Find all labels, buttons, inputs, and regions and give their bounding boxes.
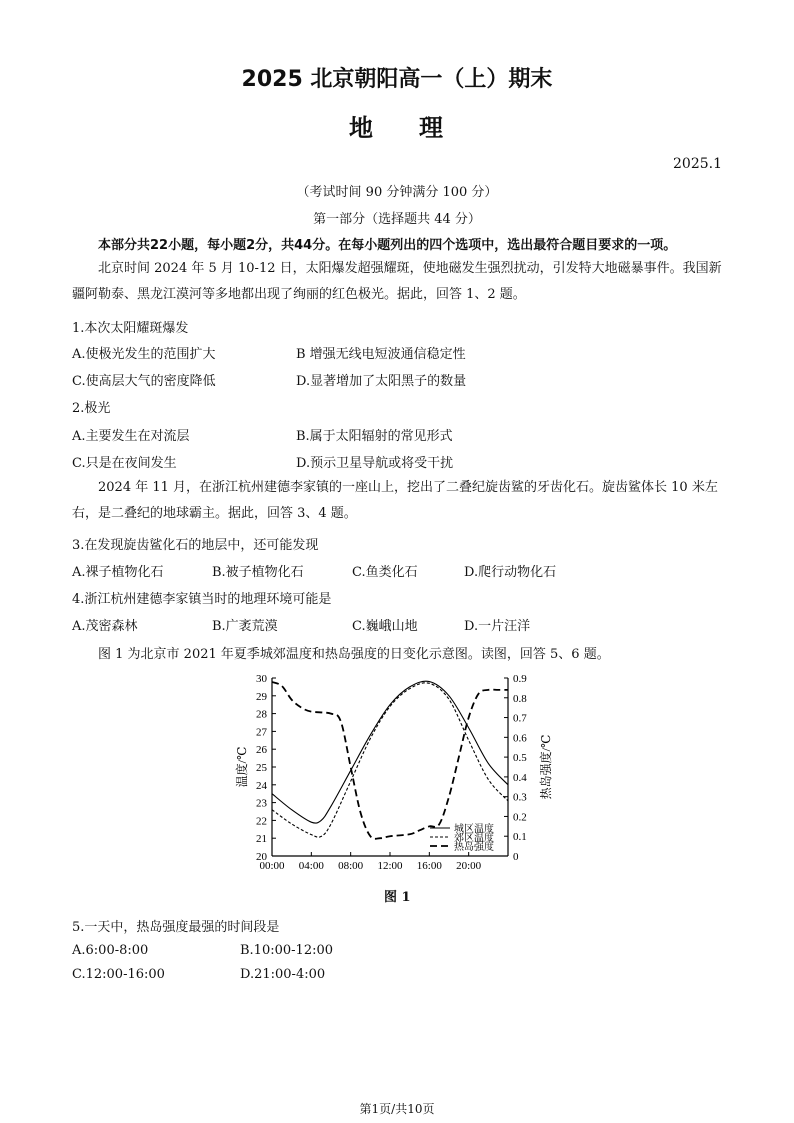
subject-title [0,108,794,143]
question-1-stem: 1.本次太阳耀斑爆发 [72,321,189,336]
x-tick-label: 12:00 [377,860,403,872]
passage-2: 2024 年 11 月，在浙江杭州建德李家镇的一座山上，挖出了二叠纪旋齿鲨的牙齿化石。旋齿鲨体长 10 米左右，是二叠纪的地球霸主。据此，回答 3、4 题。 [72,480,718,521]
passage-3: 图 1 为北京市 2021 年夏季城郊温度和热岛强度的日变化示意图。读图，回答 5、6 题。 [98,647,610,662]
y-left-tick-label: 26 [256,744,267,757]
figure-caption: 图 1 [384,890,411,905]
instruction: 本部分共22小题，每小题2分，共44分。在每小题列出的四个选项中，选出最符合题目要求的一项。 [98,238,677,253]
part-title: 第一部分（选择题共 44 分） [313,212,481,227]
y-left-tick-label: 21 [256,833,267,846]
q2-option-b[interactable]: B.属于太阳辐射的常见形式 [296,429,453,444]
y-right-tick-label: 0.3 [513,791,527,804]
question-5-stem: 5.一天中，热岛强度最强的时间段是 [72,920,280,935]
figure-1-chart [230,668,560,878]
passage-1: 北京时间 2024 年 5 月 10-12 日，太阳爆发超强耀斑，使地磁发生强烈扰动，引发特大地磁暴事件。我国新疆阿勒泰、黑龙江漠河等多地都出现了绚丽的红色极光。据此，回答 1、2 题。 [72,261,722,302]
q4-option-a[interactable]: A.茂密森林 [72,619,138,634]
q5-option-c[interactable]: C.12:00-16:00 [72,967,165,982]
y-left-tick-label: 20 [256,851,267,863]
legend-label-3: 热岛强度 [454,842,494,853]
y-right-tick-label: 0.2 [513,811,527,824]
q2-option-d[interactable]: D.预示卫星导航或将受干扰 [296,456,454,471]
x-tick-label: 00:00 [259,860,285,872]
q5-option-d[interactable]: D.21:00-4:00 [240,967,326,982]
legend-label-1: 城区温度 [454,824,494,835]
y-left-tick-label: 23 [256,797,267,810]
subject-char-1: 地 [349,114,375,142]
y-right-tick-label: 0.4 [513,771,527,784]
q5-option-b[interactable]: B.10:00-12:00 [240,943,334,958]
x-tick-label: 08:00 [338,860,364,872]
y-right-tick-label: 0.1 [513,831,527,844]
q4-option-c[interactable]: C.巍峨山地 [352,619,418,634]
question-3-stem: 3.在发现旋齿鲨化石的地层中，还可能发现 [72,538,319,553]
subject-char-2: 理 [419,114,445,142]
q2-option-a[interactable]: A.主要发生在对流层 [72,429,190,444]
exam-date: 2025.1 [673,156,722,172]
q3-option-d[interactable]: D.爬行动物化石 [464,565,557,580]
q2-option-c[interactable]: C.只是在夜间发生 [72,456,177,471]
y-right-axis-label: 热岛强度/℃ [539,734,553,800]
q1-option-d[interactable]: D.显著增加了太阳黑子的数量 [296,374,467,389]
q3-option-b[interactable]: B.被子植物化石 [212,565,304,580]
q1-option-b[interactable]: B 增强无线电短波通信稳定性 [296,347,466,362]
series-line-1 [272,681,508,823]
y-left-tick-label: 25 [256,762,267,774]
exam-info: （考试时间 90 分钟满分 100 分） [296,185,498,200]
y-left-axis-label: 温度/℃ [235,746,249,788]
y-left-tick-label: 29 [256,690,267,703]
q1-option-c[interactable]: C.使高层大气的密度降低 [72,374,216,389]
y-left-tick-label: 24 [256,779,267,792]
y-left-tick-label: 27 [256,726,267,739]
x-tick-label: 04:00 [298,860,324,872]
y-left-tick-label: 22 [256,815,267,828]
q4-option-d[interactable]: D.一片汪洋 [464,619,531,634]
q5-option-a[interactable]: A.6:00-8:00 [72,943,149,958]
y-left-tick-label: 30 [256,673,267,685]
legend-label-2: 郊区温度 [454,833,494,844]
x-tick-label: 16:00 [416,860,442,872]
page-title: 2025 北京朝阳高一（上）期末 [241,67,553,92]
y-right-tick-label: 0.9 [513,673,527,685]
q4-option-b[interactable]: B.广袤荒漠 [212,619,278,634]
y-right-tick-label: 0.7 [513,712,527,725]
y-right-tick-label: 0 [513,851,519,863]
question-2-stem: 2.极光 [72,401,111,416]
q3-option-c[interactable]: C.鱼类化石 [352,565,418,580]
y-right-tick-label: 0.8 [513,692,527,705]
y-right-tick-label: 0.6 [513,732,527,745]
y-left-tick-label: 28 [256,708,267,721]
x-tick-label: 20:00 [456,860,482,872]
page-number: 第1页/共10页 [359,1102,435,1116]
q3-option-a[interactable]: A.裸子植物化石 [72,565,164,580]
q1-option-a[interactable]: A.使极光发生的范围扩大 [72,347,216,362]
question-4-stem: 4.浙江杭州建德李家镇当时的地理环境可能是 [72,592,332,607]
y-right-tick-label: 0.5 [513,752,527,765]
